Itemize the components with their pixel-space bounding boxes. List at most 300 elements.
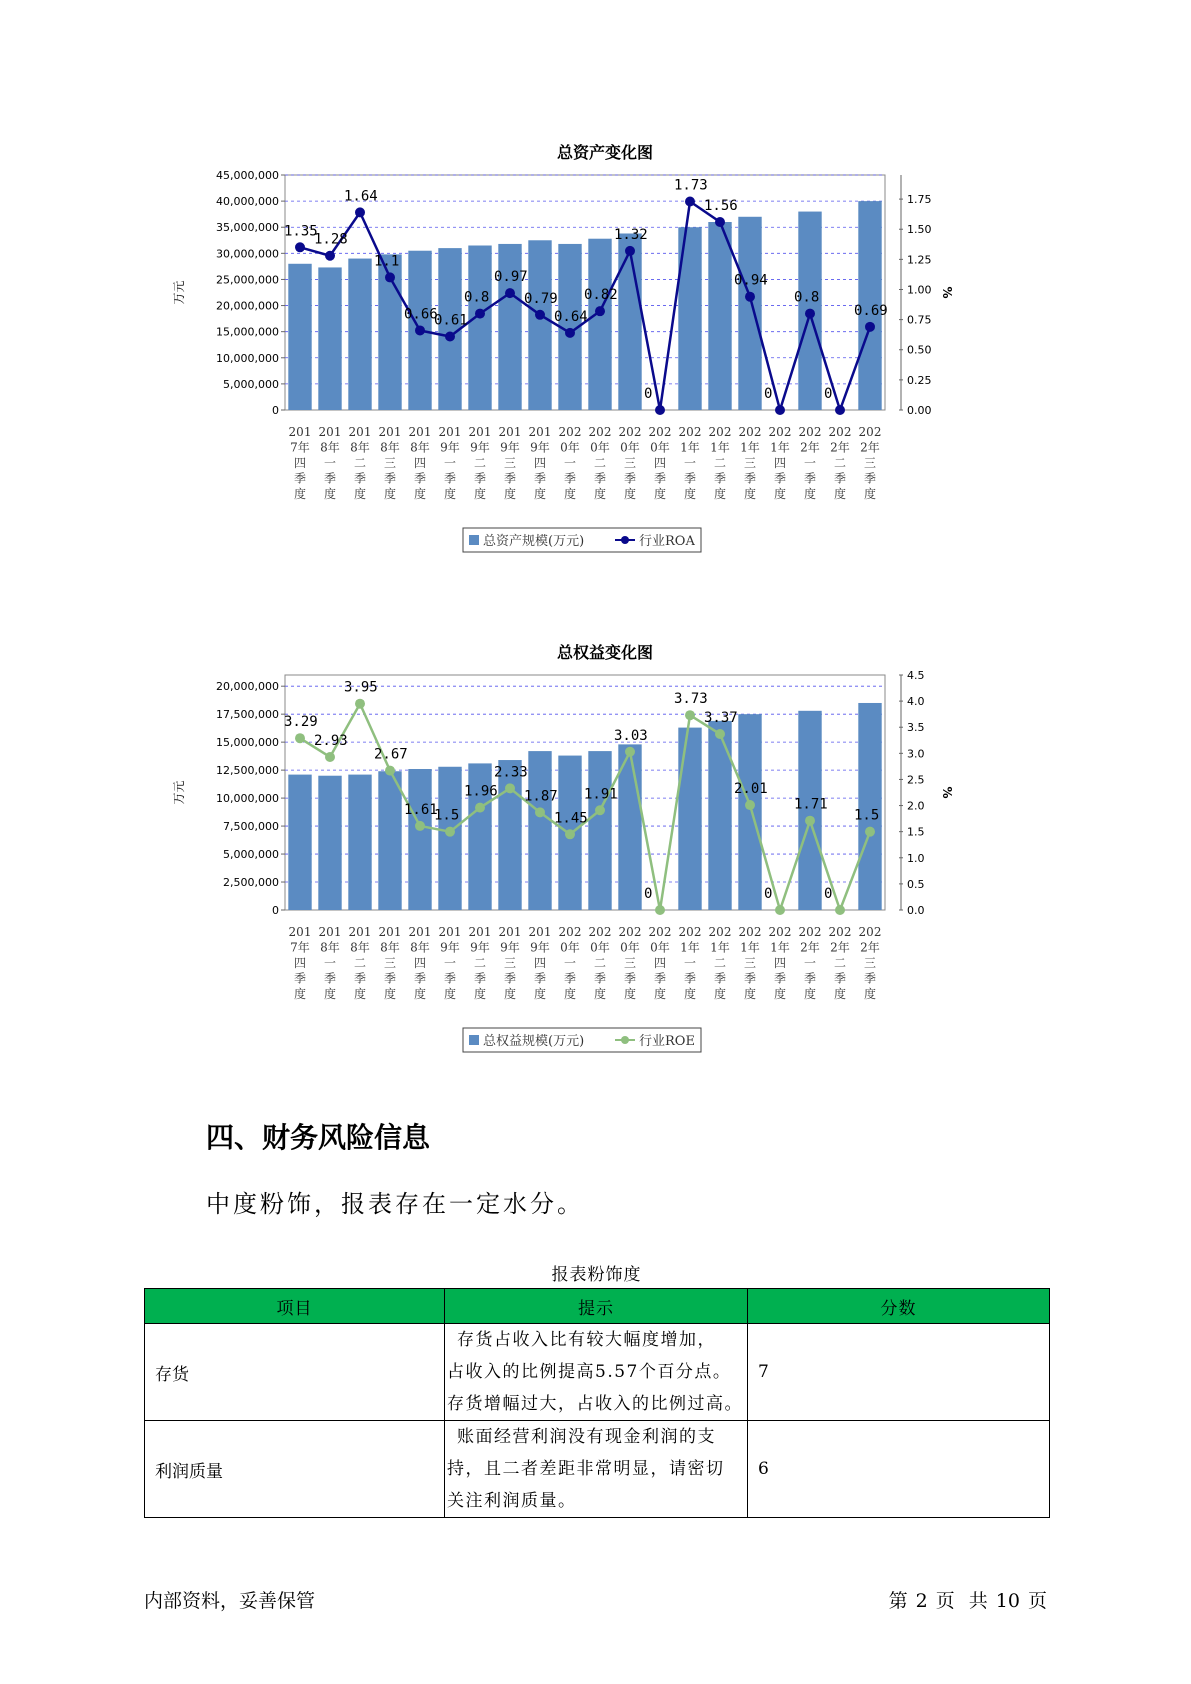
series-point [835, 905, 845, 915]
x-tick-label: 度 [743, 487, 757, 501]
data-label: 0 [764, 386, 773, 402]
x-tick-label: 一 [323, 456, 337, 470]
series-point [385, 766, 395, 776]
data-label: 1.32 [614, 226, 648, 243]
bar [408, 769, 431, 910]
data-label: 1.64 [344, 188, 378, 205]
series-point [415, 325, 425, 335]
x-tick-label: 度 [773, 487, 787, 501]
bar [528, 751, 551, 910]
chart-title: 总资产变化图 [556, 143, 653, 162]
hint-line: 存货占收入比有较大幅度增加， [457, 1330, 716, 1350]
x-tick-label: 季 [503, 971, 517, 986]
y-tick-label: 2,500,000 [223, 876, 279, 890]
bar [438, 767, 461, 910]
series-point [505, 783, 515, 793]
series-point [535, 807, 545, 817]
bar [288, 264, 311, 410]
legend-bar-label: 总资产规模(万元) [483, 534, 585, 549]
x-tick-label: 度 [833, 987, 847, 1001]
bar [468, 246, 491, 411]
series-point [325, 251, 335, 261]
legend [463, 1028, 701, 1052]
footer-suffix: 页 [1027, 1590, 1047, 1612]
y2-axis-label: % [940, 286, 954, 299]
y-tick-label: 20,000,000 [216, 299, 279, 313]
x-tick-label: 季 [413, 971, 427, 986]
x-tick-label: 度 [443, 487, 457, 501]
x-tick-label: 度 [683, 487, 697, 501]
bar [498, 760, 521, 910]
x-tick-label: 8年 [350, 440, 370, 455]
y-tick-label: 5,000,000 [223, 848, 279, 862]
data-label: 2.93 [314, 732, 348, 749]
x-tick-label: 三 [383, 956, 397, 970]
y-tick-label: 15,000,000 [216, 736, 279, 750]
table-caption: 报表粉饰度 [551, 1265, 642, 1285]
x-tick-label: 季 [623, 471, 637, 486]
y2-tick-label: 0.75 [907, 313, 932, 327]
x-tick-label: 2年 [800, 440, 820, 455]
x-tick-label: 度 [773, 987, 787, 1001]
series-point [385, 272, 395, 282]
x-tick-label: 1年 [740, 440, 760, 455]
series-point [595, 805, 605, 815]
x-tick-label: 季 [323, 971, 337, 986]
footer-page-number [885, 1586, 1051, 1613]
hint-line: 存货增幅过大，占收入的比例过高。 [447, 1394, 743, 1414]
data-label: 1.28 [314, 231, 348, 248]
series-point [715, 729, 725, 739]
x-tick-label: 季 [623, 971, 637, 986]
x-tick-label: 2年 [800, 940, 820, 955]
x-tick-label: 202 [678, 425, 702, 439]
x-tick-label: 三 [503, 456, 517, 470]
bar [348, 775, 371, 910]
x-tick-label: 二 [713, 456, 727, 470]
x-tick-label: 8年 [350, 940, 370, 955]
x-tick-label: 0年 [590, 940, 610, 955]
x-tick-label: 度 [743, 987, 757, 1001]
x-tick-label: 季 [803, 471, 817, 486]
series-point [685, 197, 695, 207]
y2-tick-label: 1.5 [907, 825, 925, 839]
series-point [805, 309, 815, 319]
y-tick-label: 17,500,000 [216, 708, 279, 722]
x-tick-label: 201 [408, 425, 432, 439]
y-tick-label: 35,000,000 [216, 221, 279, 235]
x-tick-label: 度 [503, 487, 517, 501]
series-point [415, 821, 425, 831]
x-tick-label: 度 [293, 487, 307, 501]
table-cell-item: 利润质量 [145, 1421, 445, 1518]
data-label: 0.8 [794, 289, 820, 306]
x-tick-label: 三 [863, 456, 877, 470]
data-label: 0.66 [404, 306, 438, 323]
table-cell-score: 6 [748, 1421, 1050, 1518]
x-tick-label: 202 [798, 925, 822, 939]
legend-line-label: 行业ROA [639, 534, 695, 549]
x-tick-label: 三 [623, 456, 637, 470]
x-tick-label: 0年 [620, 440, 640, 455]
x-tick-label: 季 [503, 471, 517, 486]
bar [588, 239, 611, 410]
y2-tick-label: 0.25 [907, 373, 932, 387]
x-tick-label: 202 [678, 925, 702, 939]
data-label: 1.96 [464, 783, 498, 800]
x-tick-label: 9年 [470, 940, 490, 955]
table-cell-hint [445, 1324, 748, 1421]
data-label: 0.8 [464, 289, 490, 306]
x-tick-label: 度 [383, 487, 397, 501]
x-tick-label: 度 [383, 987, 397, 1001]
x-tick-label: 一 [683, 956, 697, 970]
table-cell-score: 7 [748, 1324, 1050, 1421]
y2-tick-label: 4.5 [907, 669, 925, 682]
equity-chart-svg [172, 665, 1035, 1085]
x-tick-label: 二 [353, 956, 367, 970]
bar [738, 217, 761, 410]
x-tick-label: 202 [558, 925, 582, 939]
hint-line: 账面经营利润没有现金利润的支 [457, 1427, 716, 1447]
x-tick-label: 202 [648, 925, 672, 939]
x-tick-label: 2年 [830, 440, 850, 455]
y-tick-label: 20,000,000 [216, 680, 279, 694]
y2-tick-label: 1.0 [907, 851, 925, 865]
hint-line: 占收入的比例提高5.57个百分点。 [447, 1362, 732, 1382]
series-point [475, 309, 485, 319]
x-tick-label: 9年 [500, 940, 520, 955]
x-tick-label: 一 [563, 456, 577, 470]
x-tick-label: 201 [378, 925, 402, 939]
y2-tick-label: 2.0 [907, 799, 925, 813]
y2-tick-label: 1.75 [907, 193, 932, 207]
y2-tick-label: 0.00 [907, 404, 932, 417]
footer-confidential: 内部资料，妥善保管 [144, 1590, 316, 1612]
data-label: 0.69 [854, 302, 888, 319]
x-tick-label: 202 [558, 425, 582, 439]
x-tick-label: 二 [593, 956, 607, 970]
y-tick-label: 25,000,000 [216, 273, 279, 287]
x-tick-label: 1年 [710, 940, 730, 955]
footer-mid: 页 [935, 1590, 955, 1612]
x-tick-label: 季 [683, 471, 697, 486]
data-label: 1.35 [284, 223, 318, 240]
x-tick-label: 季 [293, 471, 307, 486]
series-point [475, 803, 485, 813]
x-tick-label: 1年 [740, 940, 760, 955]
series-point [655, 405, 665, 415]
x-tick-label: 三 [383, 456, 397, 470]
x-tick-label: 201 [498, 925, 522, 939]
hint-line: 持，且二者差距非常明显，请密切 [447, 1459, 725, 1479]
series-point [865, 827, 875, 837]
series-point [295, 733, 305, 743]
x-tick-label: 202 [738, 425, 762, 439]
data-label: 3.29 [284, 714, 318, 731]
x-tick-label: 2年 [860, 940, 880, 955]
y-tick-label: 0 [272, 404, 279, 417]
x-tick-label: 201 [438, 425, 462, 439]
x-tick-label: 度 [713, 987, 727, 1001]
hint-line: 关注利润质量。 [447, 1491, 577, 1511]
series-point [685, 710, 695, 720]
x-tick-label: 1年 [710, 440, 730, 455]
y-tick-label: 12,500,000 [216, 764, 279, 778]
bar [348, 259, 371, 410]
x-tick-label: 201 [408, 925, 432, 939]
x-tick-label: 202 [738, 925, 762, 939]
x-tick-label: 季 [863, 971, 877, 986]
data-label: 1.87 [524, 788, 558, 805]
x-tick-label: 季 [593, 971, 607, 986]
data-label: 1.5 [854, 807, 880, 824]
data-label: 3.95 [344, 679, 378, 696]
data-label: 2.33 [494, 764, 528, 781]
data-label: 0.64 [554, 308, 588, 325]
x-tick-label: 季 [653, 971, 667, 986]
x-tick-label: 一 [323, 956, 337, 970]
x-tick-label: 一 [563, 956, 577, 970]
x-tick-label: 度 [323, 487, 337, 501]
y-tick-label: 7,500,000 [223, 820, 279, 834]
x-tick-label: 度 [593, 987, 607, 1001]
x-tick-label: 201 [498, 425, 522, 439]
series-point [295, 242, 305, 252]
series-point [805, 816, 815, 826]
bar [708, 721, 731, 910]
x-tick-label: 201 [288, 925, 312, 939]
x-tick-label: 一 [683, 456, 697, 470]
x-tick-label: 季 [443, 971, 457, 986]
x-tick-label: 201 [318, 925, 342, 939]
x-tick-label: 8年 [320, 440, 340, 455]
data-label: 1.73 [674, 177, 708, 194]
bar [318, 267, 341, 410]
legend-line-marker [621, 536, 629, 544]
x-tick-label: 0年 [560, 940, 580, 955]
x-tick-label: 季 [383, 471, 397, 486]
x-tick-label: 度 [593, 487, 607, 501]
x-tick-label: 0年 [650, 940, 670, 955]
series-point [865, 322, 875, 332]
x-tick-label: 季 [383, 971, 397, 986]
y-axis-label: 万元 [172, 780, 186, 805]
x-tick-label: 度 [863, 987, 877, 1001]
data-label: 0.97 [494, 269, 528, 286]
series-point [655, 905, 665, 915]
x-tick-label: 度 [413, 487, 427, 501]
x-tick-label: 9年 [530, 940, 550, 955]
x-tick-label: 三 [503, 956, 517, 970]
bar [588, 751, 611, 910]
footer-prefix: 第 [888, 1590, 908, 1612]
data-label: 2.67 [374, 746, 408, 763]
series-point [775, 905, 785, 915]
x-tick-label: 二 [713, 956, 727, 970]
series-point [775, 405, 785, 415]
x-tick-label: 202 [708, 925, 732, 939]
section-heading: 四、财务风险信息 [206, 1121, 431, 1154]
x-tick-label: 季 [353, 471, 367, 486]
x-tick-label: 1年 [770, 440, 790, 455]
x-tick-label: 季 [473, 971, 487, 986]
y-tick-label: 30,000,000 [216, 247, 279, 261]
x-tick-label: 度 [533, 487, 547, 501]
x-tick-label: 9年 [440, 940, 460, 955]
x-tick-label: 201 [468, 925, 492, 939]
x-tick-label: 度 [473, 487, 487, 501]
legend-bar-swatch [469, 535, 479, 545]
x-tick-label: 1年 [770, 940, 790, 955]
series-point [535, 310, 545, 320]
data-label: 0 [644, 886, 653, 902]
x-tick-label: 一 [803, 956, 817, 970]
y2-tick-label: 1.00 [907, 283, 932, 297]
table-cell-hint [445, 1421, 748, 1518]
data-label: 1.71 [794, 796, 828, 813]
y-tick-label: 40,000,000 [216, 195, 279, 209]
data-label: 3.03 [614, 727, 648, 744]
x-tick-label: 度 [683, 987, 697, 1001]
data-label: 0 [824, 886, 833, 902]
table-header-hint: 提示 [445, 1289, 748, 1324]
y2-tick-label: 1.25 [907, 253, 932, 267]
table-header-row [145, 1289, 1050, 1324]
series-point [505, 288, 515, 298]
x-tick-label: 二 [473, 456, 487, 470]
series-point [715, 217, 725, 227]
chart-title: 总权益变化图 [556, 643, 653, 662]
x-tick-label: 度 [323, 987, 337, 1001]
x-tick-label: 三 [863, 956, 877, 970]
section-text: 中度粉饰，报表存在一定水分。 [206, 1190, 584, 1218]
x-tick-label: 四 [773, 956, 787, 970]
x-tick-label: 季 [563, 471, 577, 486]
x-tick-label: 季 [353, 971, 367, 986]
x-tick-label: 201 [288, 425, 312, 439]
x-tick-label: 201 [438, 925, 462, 939]
x-tick-label: 季 [533, 471, 547, 486]
x-tick-label: 度 [353, 487, 367, 501]
y2-tick-label: 2.5 [907, 773, 925, 787]
y2-tick-label: 0.5 [907, 877, 925, 891]
data-label: 0.82 [584, 287, 618, 304]
bar [378, 771, 401, 910]
x-tick-label: 一 [443, 956, 457, 970]
legend-line-label: 行业ROE [639, 1034, 695, 1049]
x-tick-label: 四 [653, 456, 667, 470]
x-tick-label: 四 [293, 456, 307, 470]
x-tick-label: 8年 [380, 940, 400, 955]
footer-total: 10 [995, 1590, 1020, 1612]
x-tick-label: 度 [293, 987, 307, 1001]
x-tick-label: 7年 [290, 940, 310, 955]
x-tick-label: 202 [648, 425, 672, 439]
data-label: 3.37 [704, 710, 738, 727]
x-tick-label: 四 [773, 456, 787, 470]
x-tick-label: 四 [653, 956, 667, 970]
legend-line-marker [621, 1036, 629, 1044]
x-tick-label: 度 [653, 487, 667, 501]
data-label: 0.94 [734, 272, 768, 289]
y-tick-label: 15,000,000 [216, 325, 279, 339]
data-label: 0.79 [524, 290, 558, 307]
x-tick-label: 201 [528, 925, 552, 939]
risk-table [144, 1288, 1050, 1518]
x-tick-label: 三 [743, 456, 757, 470]
series-point [835, 405, 845, 415]
x-tick-label: 季 [683, 971, 697, 986]
x-tick-label: 0年 [620, 940, 640, 955]
x-tick-label: 四 [413, 956, 427, 970]
x-tick-label: 三 [743, 956, 757, 970]
x-tick-label: 四 [293, 956, 307, 970]
data-label: 1.1 [374, 253, 400, 270]
bar [318, 776, 341, 910]
x-tick-label: 度 [863, 487, 877, 501]
x-tick-label: 季 [863, 471, 877, 486]
x-tick-label: 201 [348, 425, 372, 439]
x-tick-label: 四 [413, 456, 427, 470]
x-tick-label: 四 [533, 956, 547, 970]
x-tick-label: 季 [533, 971, 547, 986]
x-tick-label: 201 [348, 925, 372, 939]
x-tick-label: 9年 [530, 440, 550, 455]
y2-tick-label: 1.50 [907, 223, 932, 237]
y2-axis-label: % [940, 786, 954, 799]
table-header-item: 项目 [145, 1289, 445, 1324]
x-tick-label: 202 [618, 925, 642, 939]
x-tick-label: 度 [533, 987, 547, 1001]
x-tick-label: 1年 [680, 440, 700, 455]
x-tick-label: 度 [443, 987, 457, 1001]
x-tick-label: 8年 [380, 440, 400, 455]
legend-bar-swatch [469, 1035, 479, 1045]
x-tick-label: 季 [773, 971, 787, 986]
x-tick-label: 202 [828, 925, 852, 939]
assets-chart [172, 140, 1035, 560]
series-point [325, 752, 335, 762]
x-tick-label: 四 [533, 456, 547, 470]
x-tick-label: 度 [833, 487, 847, 501]
x-tick-label: 201 [378, 425, 402, 439]
x-tick-label: 度 [713, 487, 727, 501]
bar [858, 703, 881, 910]
x-tick-label: 202 [708, 425, 732, 439]
series-point [595, 306, 605, 316]
x-tick-label: 8年 [410, 940, 430, 955]
x-tick-label: 8年 [410, 440, 430, 455]
table-header-score: 分数 [748, 1289, 1050, 1324]
x-tick-label: 三 [623, 956, 637, 970]
x-tick-label: 一 [443, 456, 457, 470]
data-label: 0 [764, 886, 773, 902]
y-tick-label: 5,000,000 [223, 377, 279, 391]
x-tick-label: 度 [413, 987, 427, 1001]
legend [463, 528, 701, 552]
x-tick-label: 7年 [290, 440, 310, 455]
data-label: 1.45 [554, 810, 588, 827]
y-tick-label: 10,000,000 [216, 792, 279, 806]
series-point [565, 328, 575, 338]
x-tick-label: 季 [713, 971, 727, 986]
x-tick-label: 季 [413, 471, 427, 486]
y2-tick-label: 3.5 [907, 721, 925, 735]
x-tick-label: 9年 [500, 440, 520, 455]
x-tick-label: 季 [593, 471, 607, 486]
bar [618, 233, 641, 410]
